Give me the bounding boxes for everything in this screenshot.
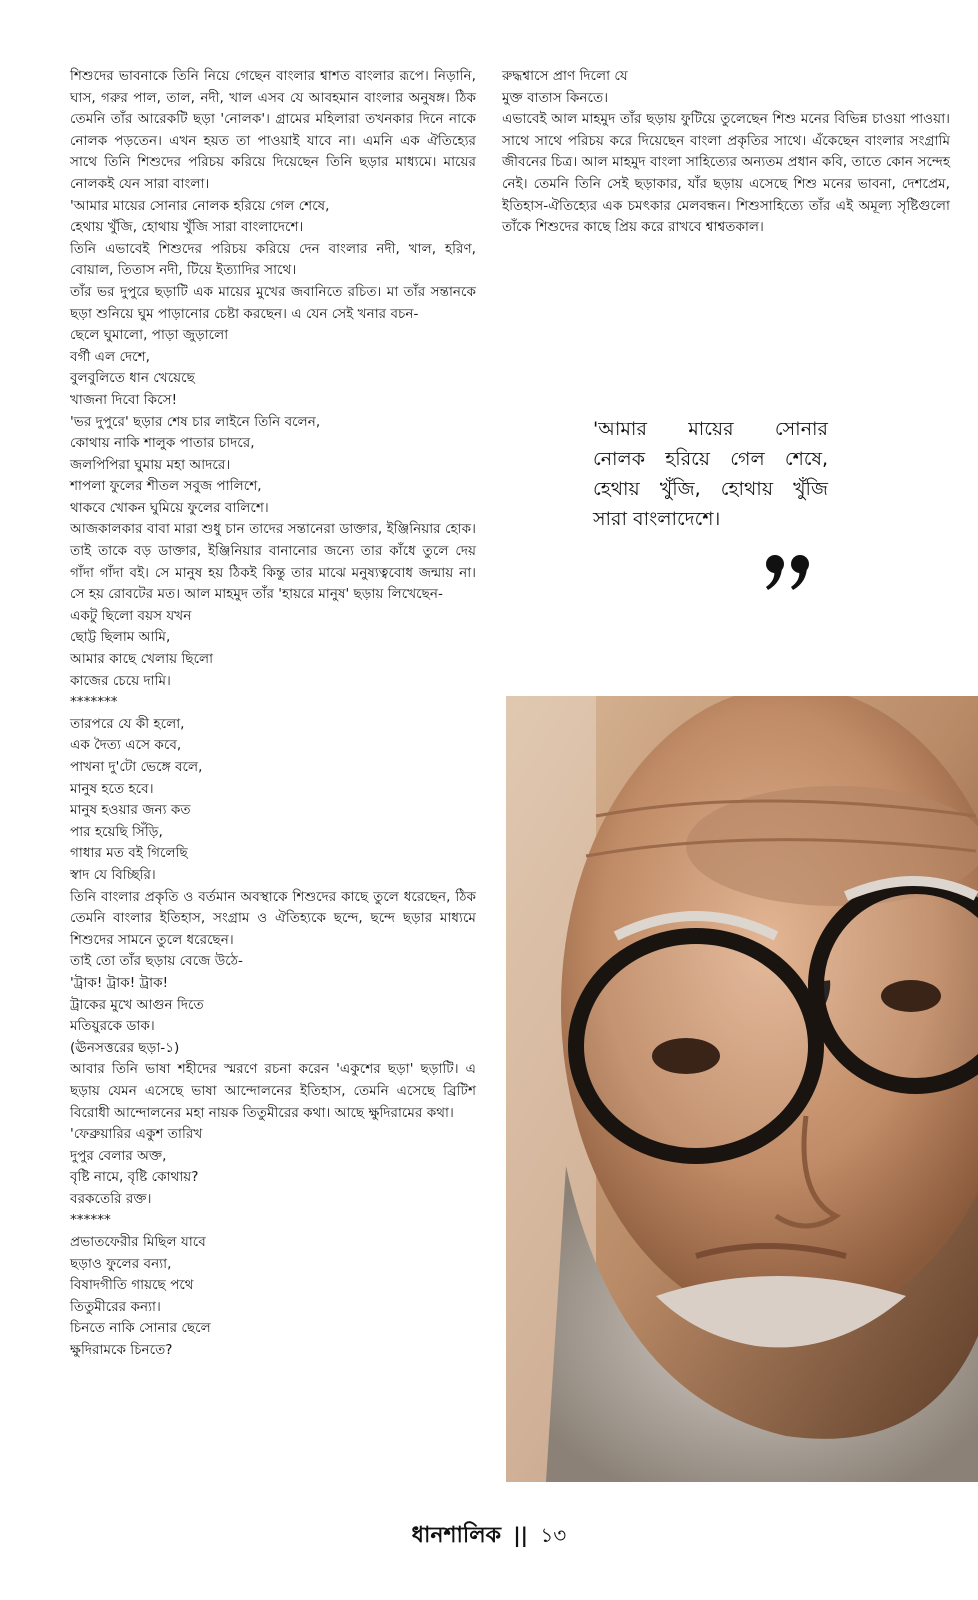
- verse-line: তিতুমীরের কন্যা।: [70, 1298, 161, 1315]
- verse-line: হেথায় খুঁজি, হোথায় খুঁজি সারা বাংলাদেশে।: [70, 219, 304, 236]
- page-number: ১৩: [540, 1523, 567, 1547]
- verse-line: কোথায় নাকি শালুক পাতার চাদরে,: [70, 435, 255, 452]
- verse-line: মানুষ হওয়ার জন্য কত: [70, 802, 191, 819]
- verse-line: তারপরে যে কী হলো,: [70, 715, 185, 732]
- article-paragraph: তাঁর ভর দুপুরে ছড়াটি এক মায়ের মুখের জবানিতে রচিত। মা তাঁর সন্তানকে ছড়া শুনিয়ে ঘুম পাড়ানোর চেষ্টা করছেন। এ যেন সেই খনার বচন-: [70, 283, 476, 322]
- pull-quote-line: হেথায় খুঁজি, হোথায় খুঁজি: [593, 478, 828, 500]
- article-paragraph: আবার তিনি ভাষা শহীদের স্মরণে রচনা করেন 'একুশের ছড়া' ছড়াটি। এ ছড়ায় যেমন এসেছে ভাষা আন্দোলনের ইতিহাস, তেমনি এসেছে ব্রিটিশ বিরোধী আন্দোলনের মহা নায়ক তিতুমীরের কথা। আছে ক্ষুদিরামের কথা।: [70, 1061, 476, 1121]
- article-paragraph: শিশুদের ভাবনাকে তিনি নিয়ে গেছেন বাংলার শ্বাশত বাংলার রূপে। নিড়ানি, ঘাস, গরুর পাল, তাল, নদী, খাল এসব যে আবহমান বাংলার অনুষঙ্গ। ঠিক তেমনি তাঁর আরেকটি ছড়া 'নোলক'। গ্রামের মহিলারা তখনকার দিনে নাকে নোলক পড়তেন। এখন হয়ত তা পাওয়াই যাবে না। এমনি এক ঐতিহ্যের সাথে তিনি শিশুদের পরিচয় করিয়ে দিয়েছেন তিনি ছড়ার মাধ্যমে। মায়ের নোলকই যেন সারা বাংলা।: [70, 68, 476, 192]
- pull-quote-line: 'আমার মায়ের সোনার: [593, 418, 828, 440]
- verse-line: পার হয়েছি সিঁড়ি,: [70, 823, 163, 840]
- verse-line: খাজনা দিবো কিসে!: [70, 391, 178, 408]
- verse-line: 'ভর দুপুরে' ছড়ার শেষ চার লাইনে তিনি বলেন,: [70, 413, 321, 430]
- article-paragraph: এভাবেই আল মাহমুদ তাঁর ছড়ায় ফুটিয়ে তুলেছেন শিশু মনের বিভিন্ন চাওয়া পাওয়া। সাথে সাথে পরিচয় করে দিয়েছেন বাংলা প্রকৃতির সাথে। এঁকেছেন বাংলার সংগ্রামি জীবনের চিত্র। আল মাহমুদ বাংলা সাহিত্যের অন্যতম প্রধান কবি, তাতে কোন সন্দেহ নেই। তেমনি তিনি সেই ছড়াকার, যাঁর ছড়ায় এসেছে শিশু মনের ভাবনা, দেশপ্রেম, ইতিহাস-ঐতিহ্যের এক চমৎকার মেলবন্ধন। শিশুসাহিত্যে তাঁর এই অমূল্য সৃষ্টিগুলো তাঁকে শিশুদের কাছে প্রিয় করে রাখবে শ্বাশ্বতকাল।: [502, 111, 950, 236]
- article-left-column: [70, 66, 476, 1362]
- verse-line: 'ট্রাক! ট্রাক! ট্রাক!: [70, 974, 169, 991]
- verse-line: ছড়াও ফুলের বন্যা,: [70, 1255, 172, 1272]
- verse-line: ছোট্ট ছিলাম আমি,: [70, 629, 171, 646]
- verse-line: (ঊনসত্তরের ছড়া-১): [70, 1039, 180, 1056]
- verse-line: মুক্ত বাতাস কিনতে।: [502, 89, 609, 106]
- magazine-logo: ধানশালিক: [411, 1522, 501, 1548]
- author-portrait: [506, 696, 978, 1482]
- verse-line: ক্ষুদিরামকে চিনতে?: [70, 1342, 173, 1359]
- verse-line: ******: [70, 1212, 111, 1229]
- verse-line: প্রভাতফেরীর মিছিল যাবে: [70, 1234, 206, 1251]
- verse-line: স্বাদ যে বিচ্ছিরি।: [70, 866, 156, 883]
- verse-line: দুপুর বেলার অক্ত,: [70, 1147, 167, 1164]
- pull-quote: [593, 414, 828, 534]
- verse-line: 'আমার মায়ের সোনার নোলক হরিয়ে গেল শেষে,: [70, 197, 330, 214]
- verse-line: *******: [70, 694, 118, 711]
- verse-line: এক দৈত্য এসে কবে,: [70, 737, 182, 754]
- closing-quote-icon: [760, 548, 820, 608]
- pull-quote-line: নোলক হরিয়ে গেল শেষে,: [593, 448, 828, 470]
- page-footer: [0, 1518, 978, 1555]
- verse-line: বুলবুলিতে ধান খেয়েছে: [70, 370, 195, 387]
- verse-line: একটু ছিলো বয়স যখন: [70, 607, 192, 624]
- verse-line: আমার কাছে খেলায় ছিলো: [70, 651, 214, 668]
- verse-line: গাধার মত বই গিলেছি: [70, 845, 188, 862]
- verse-line: কাজের চেয়ে দামি।: [70, 672, 171, 689]
- verse-line: থাকবে খোকন ঘুমিয়ে ফুলের বালিশে।: [70, 499, 269, 516]
- verse-line: মানুষ হতে হবে।: [70, 780, 154, 797]
- verse-line: বরকতেরি রক্ত।: [70, 1190, 152, 1207]
- verse-line: বর্গী এল দেশে,: [70, 348, 150, 365]
- pull-quote-line: সারা বাংলাদেশে।: [593, 508, 721, 530]
- verse-line: পাখনা দু'টো ভেঙ্গে বলে,: [70, 759, 203, 775]
- article-paragraph: তিনি বাংলার প্রকৃতি ও বর্তমান অবস্থাকে শিশুদের কাছে তুলে ধরেছেন, ঠিক তেমনি বাংলার ইতিহাস, সংগ্রাম ও ঐতিহ্যকে ছন্দে, ছন্দে ছড়ার মাধ্যমে শিশুদের সামনে তুলে ধরেছেন।: [70, 888, 476, 948]
- verse-line: তাই তো তাঁর ছড়ায় বেজে উঠে-: [70, 953, 243, 970]
- verse-line: জলপিপিরা ঘুমায় মহা আদরে।: [70, 456, 231, 473]
- article-paragraph: আজকালকার বাবা মারা শুধু চান তাদের সন্তানেরা ডাক্তার, ইঞ্জিনিয়ার হোক। তাই তাকে বড় ডাক্তার, ইঞ্জিনিয়ার বানানোর জন্যে তার কাঁধে তুলে দেয় গাঁদা গাঁদা বই। সে মানুষ হয় ঠিকই কিন্তু তার মাঝে মনুষ্যত্ববোধ জন্মায় না। সে হয় রোবটের মত। আল মাহমুদ তাঁর 'হায়রে মানুষ' ছড়ায় লিখেছেন-: [70, 521, 476, 603]
- verse-line: ট্রাকের মুখে আগুন দিতে: [70, 996, 204, 1013]
- verse-line: ছেলে ঘুমালো, পাড়া জুড়ালো: [70, 327, 229, 344]
- verse-line: বৃষ্টি নামে, বৃষ্টি কোথায়?: [70, 1169, 199, 1186]
- footer-separator: ||: [513, 1523, 528, 1547]
- article-paragraph: তিনি এভাবেই শিশুদের পরিচয় করিয়ে দেন বাংলার নদী, খাল, হরিণ, বোয়াল, তিতাস নদী, টিয়ে ইত্যাদির সাথে।: [70, 240, 476, 279]
- verse-line: মতিয়ুরকে ডাক।: [70, 1018, 155, 1035]
- verse-line: রুদ্ধশ্বাসে প্রাণ দিলো যে: [502, 68, 628, 84]
- article-right-column: [502, 66, 950, 239]
- verse-line: চিনতে নাকি সোনার ছেলে: [70, 1320, 211, 1337]
- verse-line: 'ফেব্রুয়ারির একুশ তারিখ: [70, 1126, 203, 1143]
- verse-line: বিষাদগীতি গায়ছে পথে: [70, 1277, 194, 1294]
- verse-line: শাপলা ফুলের শীতল সবুজ পালিশে,: [70, 478, 262, 495]
